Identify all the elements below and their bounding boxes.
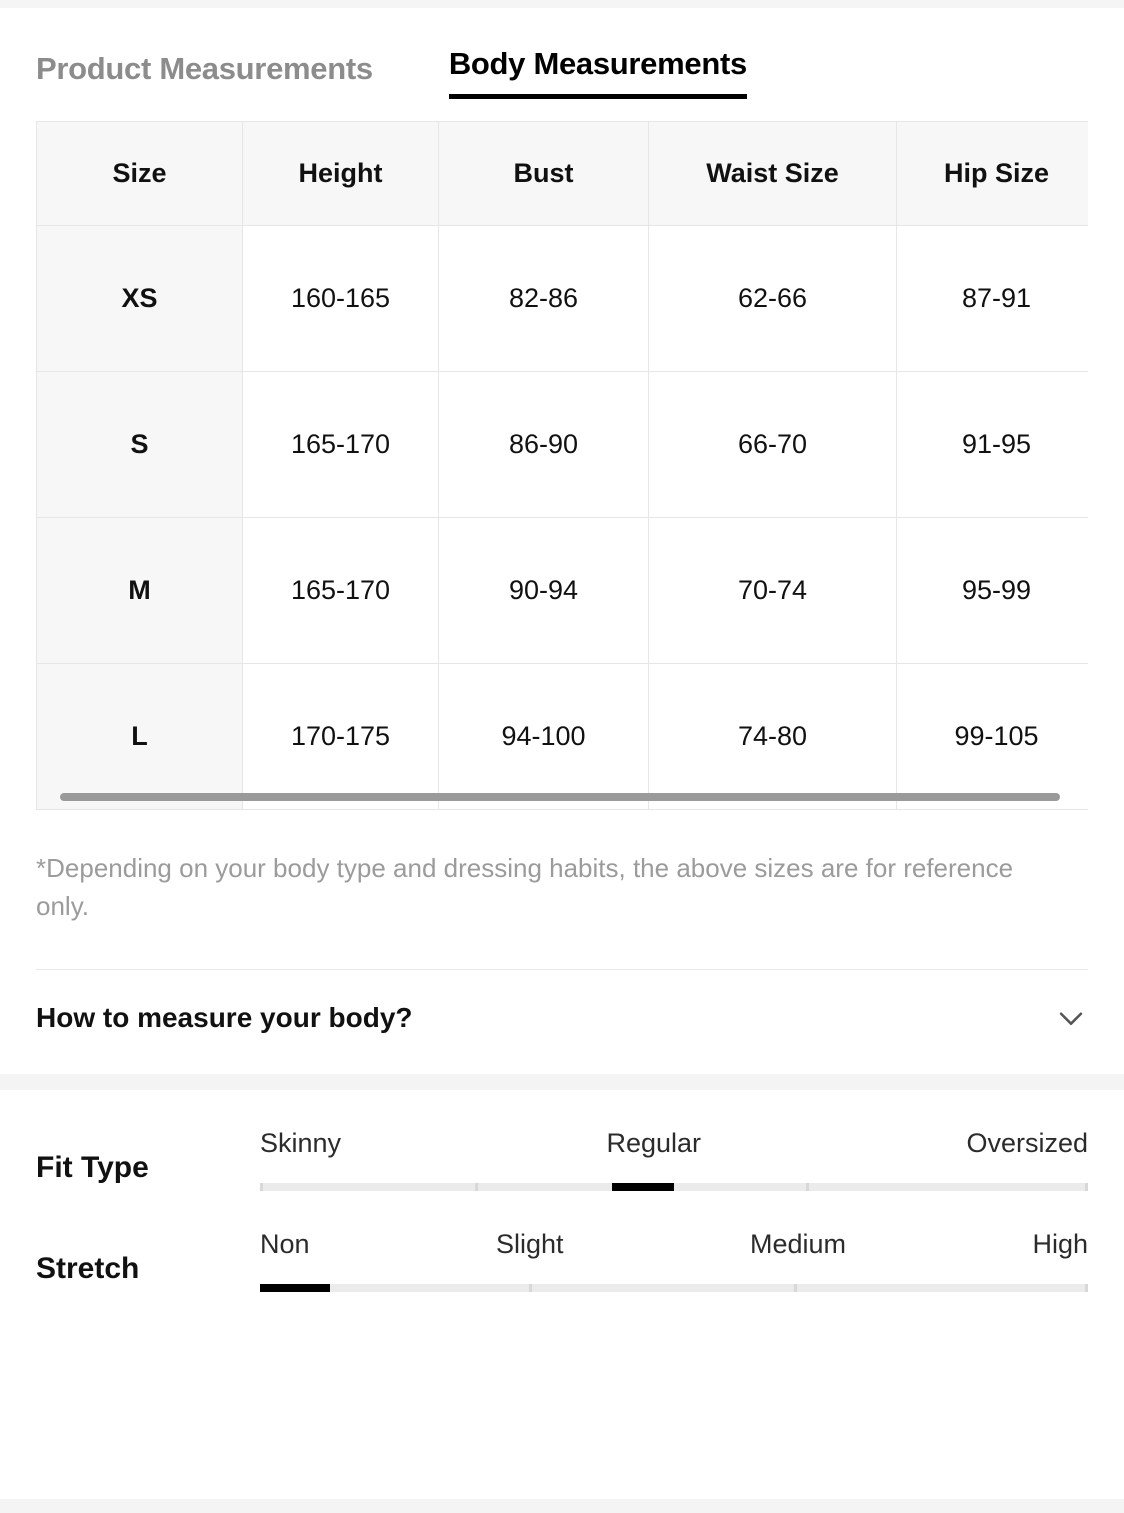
cell-waist: 74-80 [649, 664, 897, 810]
table-header-row [37, 122, 1089, 226]
stretch-options [260, 1229, 1088, 1260]
cell-size: XS [37, 226, 243, 372]
top-spacer [0, 0, 1124, 8]
stretch-slider[interactable] [260, 1229, 1088, 1292]
size-table [36, 121, 1088, 810]
column-header-height: Height [243, 122, 439, 226]
cell-height: 165-170 [243, 518, 439, 664]
stretch-label: Stretch [36, 1252, 140, 1286]
fit-type-row [36, 1128, 1088, 1191]
chevron-down-icon[interactable] [1054, 1001, 1088, 1035]
stretch-track[interactable] [260, 1284, 1088, 1292]
tab-body-measurements[interactable]: Body Measurements [449, 46, 747, 99]
cell-size: L [37, 664, 243, 810]
table-row [37, 664, 1089, 810]
fit-attributes [0, 1128, 1124, 1292]
stretch-indicator[interactable] [260, 1284, 330, 1292]
measurement-tabs [0, 8, 1124, 99]
cell-waist: 66-70 [649, 372, 897, 518]
cell-hip: 87-91 [897, 226, 1089, 372]
column-header-waist: Waist Size [649, 122, 897, 226]
cell-bust: 90-94 [439, 518, 649, 664]
cell-waist: 70-74 [649, 518, 897, 664]
cell-hip: 95-99 [897, 518, 1089, 664]
scrollbar-thumb[interactable] [60, 793, 1060, 801]
stretch-option-medium[interactable]: Medium [749, 1229, 847, 1260]
cell-hip: 99-105 [897, 664, 1089, 810]
column-header-bust: Bust [439, 122, 649, 226]
stretch-option-high[interactable]: High [1032, 1229, 1088, 1260]
how-to-measure-accordion[interactable] [36, 970, 1088, 1066]
cell-height: 165-170 [243, 372, 439, 518]
table-row [37, 226, 1089, 372]
stretch-option-slight[interactable]: Slight [495, 1229, 564, 1260]
column-header-hip: Hip Size [897, 122, 1089, 226]
size-table-container[interactable] [36, 121, 1088, 810]
cell-bust: 86-90 [439, 372, 649, 518]
tab-product-measurements[interactable]: Product Measurements [36, 51, 373, 86]
fit-type-option-regular[interactable]: Regular [606, 1128, 702, 1159]
size-reference-note: *Depending on your body type and dressing habits, the above sizes are for reference only. [36, 853, 1014, 921]
table-row [37, 372, 1089, 518]
fit-type-option-skinny[interactable]: Skinny [260, 1128, 342, 1159]
fit-type-label: Fit Type [36, 1151, 149, 1185]
cell-size: M [37, 518, 243, 664]
fit-type-track[interactable] [260, 1183, 1088, 1191]
stretch-option-non[interactable]: Non [260, 1229, 310, 1260]
table-row [37, 518, 1089, 664]
stretch-row [36, 1229, 1088, 1292]
fit-type-indicator[interactable] [612, 1183, 674, 1191]
cell-size: S [37, 372, 243, 518]
bottom-spacer [0, 1499, 1124, 1513]
column-header-size: Size [37, 122, 243, 226]
cell-height: 160-165 [243, 226, 439, 372]
cell-bust: 82-86 [439, 226, 649, 372]
fit-type-option-oversized[interactable]: Oversized [966, 1128, 1088, 1159]
section-spacer [0, 1074, 1124, 1090]
fit-type-slider[interactable] [260, 1128, 1088, 1191]
accordion-title: How to measure your body? [36, 1002, 413, 1034]
cell-waist: 62-66 [649, 226, 897, 372]
cell-bust: 94-100 [439, 664, 649, 810]
cell-height: 170-175 [243, 664, 439, 810]
cell-hip: 91-95 [897, 372, 1089, 518]
fit-type-options [260, 1128, 1088, 1159]
table-horizontal-scrollbar[interactable] [60, 793, 1060, 801]
